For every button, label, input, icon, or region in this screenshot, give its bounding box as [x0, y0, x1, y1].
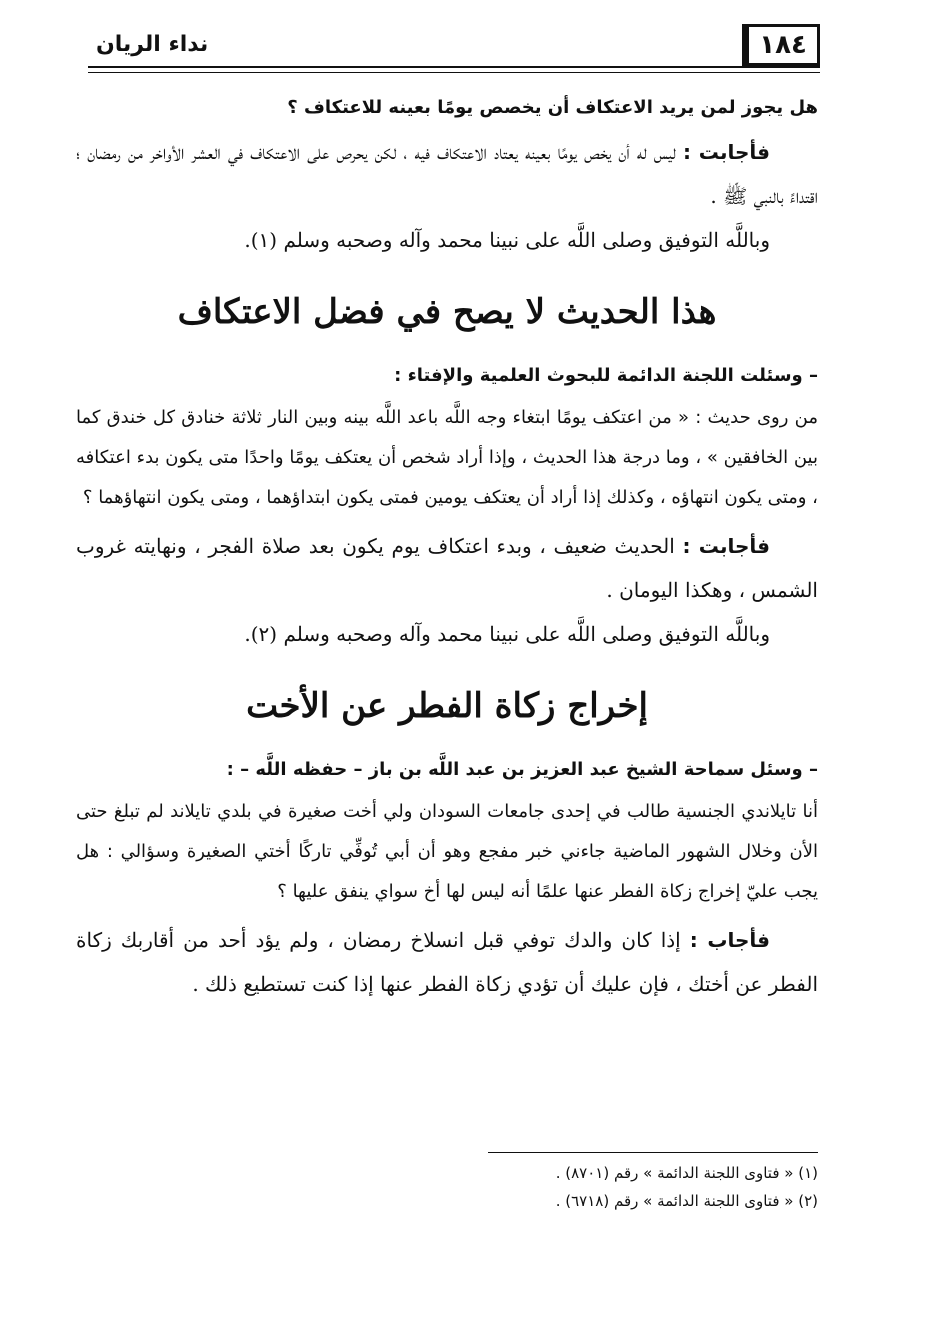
question-text: أنا تايلاندي الجنسية طالب في إحدى جامعات السودان ولي أخت صغيرة في بلدي تايلاند لم تبلغ حتى الأن وخلال الشهور الماضية جاءني خبر مفجع وهو أن أبي تُوفِّي تاركًا أختي الصغيرة وسؤالي : هل يجب عليّ إخراج زكاة الفطر عنها علمًا أنه ليس لها أخ سواي ينفق عليها ؟ [76, 801, 818, 902]
page-header [88, 24, 820, 70]
closing-text: وباللَّه التوفيق وصلى اللَّه على نبينا محمد وآله وصحبه وسلم (٢). [244, 622, 770, 646]
footnotes [488, 1152, 818, 1215]
answer-text: ليس له أن يخص يومًا بعينه يعتاد الاعتكاف فيه ، لكن يحرص على الاعتكاف في العشر الأواخر من رمضان ؛ اقتداءً بالنبي ﷺ . [76, 140, 818, 208]
inquiry-text: – وسئل سماحة الشيخ عبد العزيز بن عبد اللَّه بن باز – حفظه اللَّه – : [226, 759, 818, 780]
footnote: (١) « فتاوى اللجنة الدائمة » رقم (٨٧٠١) . [555, 1164, 818, 1182]
answer-label: فأجاب : [689, 928, 771, 952]
answer-paragraph [76, 130, 818, 218]
footnote-rule [488, 1152, 818, 1153]
question-text: هل يجوز لمن يريد الاعتكاف أن يخصص يومًا بعينه للاعتكاف ؟ [287, 97, 818, 118]
question-text: من روى حديث : « من اعتكف يومًا ابتغاء وجه اللَّه باعد اللَّه بينه وبين النار ثلاثة خنادق كل خندق كما بين الخافقين » ، وما درجة هذا الحديث ، وإذا أراد شخص أن يعتكف يومًا واحدًا متى يكون بدء اعتكافه ، ومتى يكون انتهاؤه ، وكذلك إذا أراد أن يعتكف يومين فمتى يكون ابتداؤهما ، ومتى يكون انتهاؤهما ؟ [76, 407, 818, 508]
answer-text: الحديث ضعيف ، وبدء اعتكاف يوم يكون بعد صلاة الفجر ، ونهايته غروب الشمس ، وهكذا اليومان . [76, 534, 818, 602]
inquiry-text: – وسئلت اللجنة الدائمة للبحوث العلمية والإفتاء : [394, 365, 818, 386]
section-title: هذا الحديث لا يصح في فضل الاعتكاف [177, 292, 717, 332]
book-title: نداء الريان [96, 32, 209, 57]
answer-label: فأجابت : [682, 534, 771, 558]
footnote: (٢) « فتاوى اللجنة الدائمة » رقم (٦٧١٨) . [555, 1192, 818, 1210]
page-number: ١٨٤ [742, 24, 820, 66]
header-rule [88, 66, 820, 73]
answer-text: إذا كان والدك توفي قبل انسلاخ رمضان ، ولم يؤد أحد من أقاربك زكاة الفطر عن أختك ، فإن عليك أن تؤدي زكاة الفطر عنها إذا كنت تستطيع ذلك . [76, 928, 818, 996]
closing-text: وباللَّه التوفيق وصلى اللَّه على نبينا محمد وآله وصحبه وسلم (١). [244, 228, 770, 252]
answer-paragraph [76, 524, 818, 612]
answer-label: فأجابت : [683, 140, 771, 164]
answer-paragraph [76, 918, 818, 1006]
page-body [76, 86, 818, 1006]
section-title: إخراج زكاة الفطر عن الأخت [246, 686, 648, 726]
